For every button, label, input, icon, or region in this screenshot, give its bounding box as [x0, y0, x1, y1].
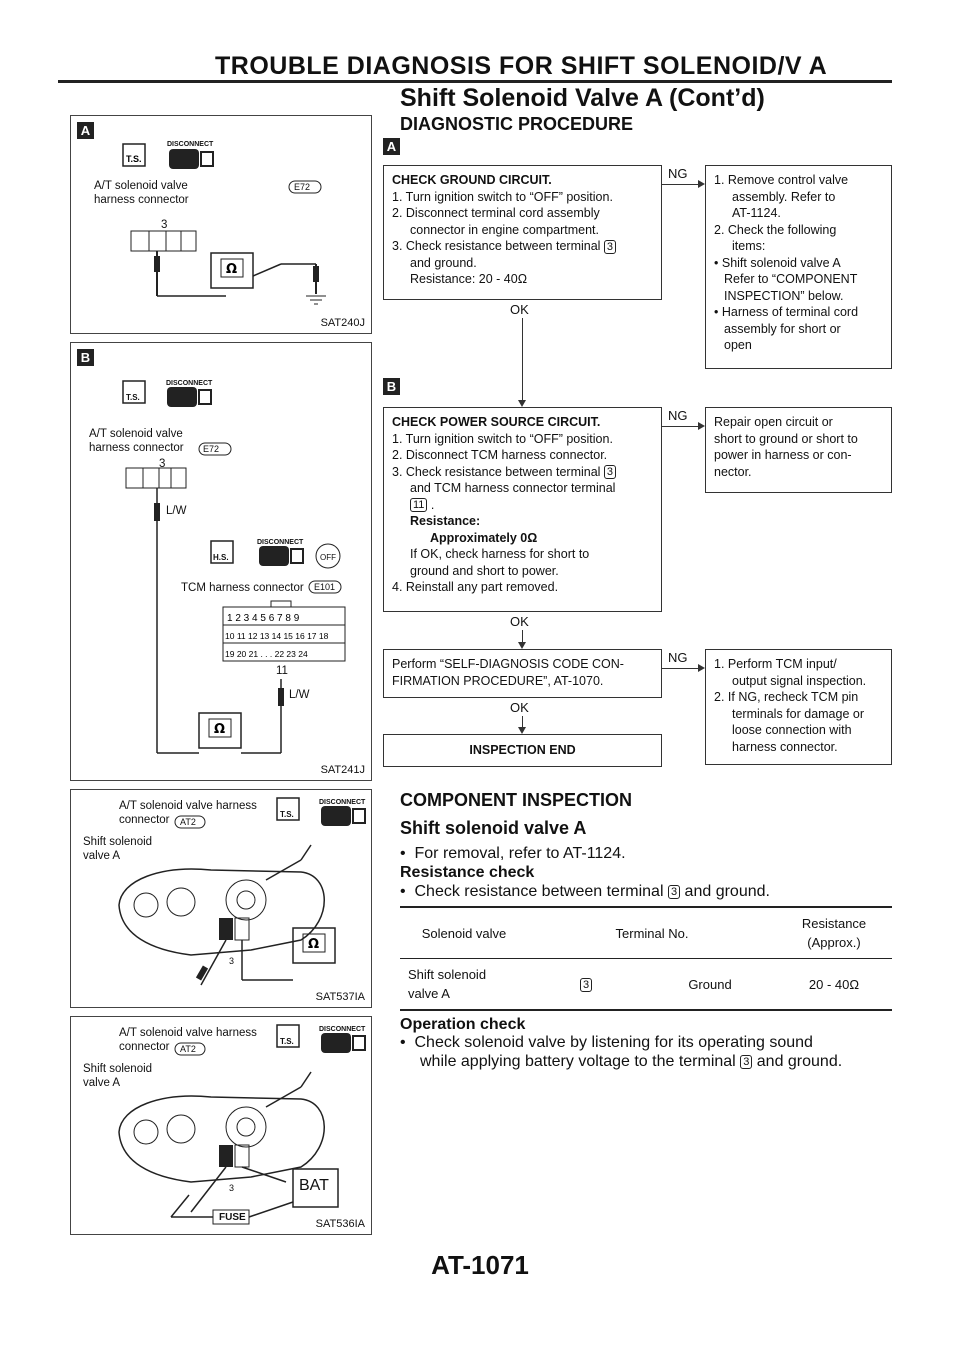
figure-c-label4: valve A — [83, 850, 121, 862]
table-header-resistance-a: Resistance — [801, 916, 867, 931]
figure-d-label4: valve A — [83, 1077, 121, 1089]
ng2-l3: power in harness or con- — [714, 448, 852, 462]
ok-label-1: OK — [510, 302, 529, 317]
diag-badge-b: B — [383, 378, 400, 395]
figure-b-hs: H.S. — [213, 553, 229, 562]
step-check-power-source-circuit — [383, 407, 662, 612]
ng1-l10: assembly for short or — [724, 321, 841, 336]
step2-title: CHECK POWER SOURCE CIRCUIT. — [392, 415, 601, 429]
figure-b-wire2: L/W — [289, 689, 310, 701]
ok-line-1 — [522, 318, 523, 400]
step1-line4: 3. Check resistance between terminal — [392, 239, 601, 253]
operation-check-line1-wrap: • Check solenoid valve by listening for its operating sound — [400, 1034, 813, 1051]
step3-l1: Perform “SELF-DIAGNOSIS CODE CON- — [392, 657, 624, 671]
ok-label-2: OK — [510, 614, 529, 629]
step-check-ground-circuit — [383, 165, 662, 300]
res-terminal: 3 — [668, 885, 680, 899]
step2-l7: If OK, check harness for short to — [410, 547, 590, 561]
svg-text:Ω: Ω — [308, 937, 320, 952]
step2-l1: 1. Turn ignition switch to “OFF” position. — [392, 431, 613, 446]
ng3-l2: output signal inspection. — [732, 673, 867, 688]
figure-c-diagram — [71, 790, 371, 1007]
page-header-subtitle: Shift Solenoid Valve A (Cont’d) — [400, 84, 765, 112]
step-inspection-end — [383, 734, 662, 767]
figure-a-pin: 3 — [161, 219, 168, 231]
ng-box-1 — [705, 165, 892, 369]
ok-line-2 — [522, 630, 523, 642]
svg-text:1 2 3 4 5 6 7 8 9: 1 2 3 4 5 6 7 8 9 — [227, 613, 300, 624]
diagnostic-procedure-title: DIAGNOSTIC PROCEDURE — [400, 114, 634, 134]
table-row-ground: Ground — [688, 976, 732, 992]
figure-d-label2: connector — [119, 1041, 170, 1053]
ng1-l5: items: — [732, 239, 766, 253]
step2-l5: Resistance: — [410, 514, 481, 528]
figure-b-tcm-connector: E101 — [314, 582, 336, 592]
ng1-l11: open — [724, 338, 752, 352]
resistance-check-text: • Check resistance between terminal 3 and ground. — [400, 883, 770, 900]
step1-line1: 1. Turn ignition switch to “OFF” position. — [392, 189, 613, 204]
figure-d-bat: BAT — [299, 1177, 329, 1194]
figure-b-off: OFF — [320, 553, 336, 562]
figure-b-ts: T.S. — [126, 393, 140, 402]
figure-c-code: SAT537IA — [315, 991, 365, 1003]
figure-d-code: SAT536IA — [315, 1218, 365, 1230]
header-rule — [58, 80, 892, 83]
figure-d-label1: A/T solenoid valve harness — [119, 1027, 257, 1039]
step1-line5: and ground. — [410, 255, 477, 270]
ng1-l3: AT-1124. — [732, 206, 781, 220]
op-line3: and ground. — [756, 1053, 843, 1070]
ng-label-3: NG — [668, 650, 688, 665]
svg-text:10 11 12 13 14 15 16 17 18: 10 11 12 13 14 15 16 17 18 — [225, 631, 329, 641]
step2-l9: 4. Reinstall any part removed. — [392, 580, 559, 594]
figure-c-connector: AT2 — [180, 817, 196, 827]
figure-b-pin: 3 — [159, 458, 166, 470]
ng-box-3 — [705, 649, 892, 765]
table-header-solenoid: Solenoid valve — [421, 925, 507, 941]
operation-check-line2-wrap — [420, 1053, 842, 1071]
table-r1b: valve A — [408, 986, 450, 1001]
figure-b-tcm-label: TCM harness connector — [181, 582, 304, 594]
figure-a-label2: harness connector — [94, 194, 189, 206]
page-header-title: TROUBLE DIAGNOSIS FOR SHIFT SOLENOID/V A — [215, 52, 828, 80]
ng1-l2: assembly. Refer to — [732, 189, 836, 204]
step1-line3: connector in engine compartment. — [410, 222, 599, 237]
step1-terminal: 3 — [604, 240, 616, 254]
figure-a-diagram — [71, 116, 371, 333]
ng-arrow-3 — [698, 664, 705, 672]
op-line2: while applying battery voltage to the terminal — [420, 1053, 736, 1070]
figure-c-pin: 3 — [229, 956, 235, 966]
figure-d-ts: T.S. — [280, 1037, 294, 1046]
table-header-resistance-b: (Approx.) — [807, 935, 861, 950]
step2-t11-wrap: 11 . — [392, 497, 653, 514]
ng3-l6: harness connector. — [732, 739, 838, 754]
ng1-l6-wrap: • Shift solenoid valve A — [714, 255, 841, 270]
ng2-l2: short to ground or short to — [714, 431, 858, 446]
step2-l6: Approximately 0Ω — [430, 530, 538, 545]
table-row-terminal: 3 — [580, 978, 592, 992]
figure-c-disconnect: DISCONNECT — [319, 799, 366, 806]
op-terminal: 3 — [740, 1055, 752, 1069]
step3-l2: FIRMATION PROCEDURE”, AT-1070. — [392, 673, 604, 688]
ng-line-3 — [662, 668, 698, 669]
figure-a — [70, 115, 372, 334]
ng1-l4: 2. Check the following — [714, 222, 837, 237]
step2-l3: 3. Check resistance between terminal — [392, 464, 601, 479]
svg-text:Ω: Ω — [214, 722, 226, 737]
diag-badge-a: A — [383, 138, 400, 155]
ng1-l9: Harness of terminal cord — [721, 305, 859, 319]
figure-b-connector: E72 — [203, 444, 220, 454]
table-row-resistance: 20 - 40Ω — [808, 976, 860, 992]
figure-c — [70, 789, 372, 1008]
svg-text:T.S.: T.S. — [126, 154, 142, 164]
figure-d — [70, 1016, 372, 1235]
figure-a-code: SAT240J — [320, 317, 365, 329]
figure-a-connector: E72 — [294, 182, 311, 192]
figure-b-disconnect: DISCONNECT — [166, 380, 213, 387]
step2-terminal-11: 11 — [410, 498, 427, 512]
ok-arrow-1 — [518, 400, 526, 407]
ng3-l4: terminals for damage or — [732, 706, 865, 721]
figure-b-label1: A/T solenoid valve — [89, 428, 183, 440]
figure-a-label1: A/T solenoid valve — [94, 180, 188, 192]
figure-d-diagram — [71, 1017, 371, 1234]
figure-c-label3: Shift solenoid — [83, 836, 153, 848]
ng-arrow-2 — [698, 422, 705, 430]
ng2-l1: Repair open circuit or — [714, 415, 833, 429]
ng1-l8: INSPECTION” below. — [724, 288, 844, 303]
table-header-terminal: Terminal No. — [615, 925, 689, 941]
step2-l3-wrap — [392, 464, 653, 481]
figure-b-wire1: L/W — [166, 505, 187, 517]
ng3-l5: loose connection with — [732, 723, 852, 737]
figure-c-ts: T.S. — [280, 810, 294, 819]
figure-b-disconnect2: DISCONNECT — [257, 539, 304, 546]
step1-line6: Resistance: 20 - 40Ω — [410, 272, 528, 286]
ng1-l9-wrap: • Harness of terminal cord — [714, 305, 859, 319]
badge-b: B — [77, 349, 94, 366]
figure-b-code: SAT241J — [320, 764, 365, 776]
page-number: AT-1071 — [431, 1250, 529, 1280]
table-header-resistance — [776, 907, 892, 959]
figure-d-fuse: FUSE — [219, 1212, 246, 1223]
figure-a-disconnect: DISCONNECT — [167, 141, 214, 148]
step-self-diagnosis — [383, 649, 662, 698]
res-text1: Check resistance between terminal — [414, 883, 664, 900]
table-r1a: Shift solenoid — [408, 967, 487, 982]
svg-text:Ω: Ω — [226, 262, 238, 277]
step2-l4: and TCM harness connector terminal — [410, 481, 616, 495]
removal-note: For removal, refer to AT-1124. — [414, 845, 626, 862]
figure-d-label3: Shift solenoid — [83, 1063, 153, 1075]
ng3-l3: 2. If NG, recheck TCM pin — [714, 690, 859, 704]
ng3-l1: 1. Perform TCM input/ — [714, 657, 837, 671]
ok-arrow-3 — [518, 727, 526, 734]
badge-a: A — [77, 122, 94, 139]
op-line1: Check solenoid valve by listening for its operating sound — [414, 1034, 813, 1051]
table-row-solenoid — [400, 959, 528, 1011]
figure-d-pin: 3 — [229, 1183, 235, 1193]
step2-l2: 2. Disconnect TCM harness connector. — [392, 448, 608, 462]
resistance-check-heading: Resistance check — [400, 864, 535, 881]
figure-c-label2: connector — [119, 814, 170, 826]
table-row-terminal-wrap — [528, 959, 644, 1011]
step1-title: CHECK GROUND CIRCUIT. — [392, 173, 552, 187]
resistance-table — [400, 906, 892, 1011]
ng-box-2 — [705, 407, 892, 493]
ng1-l1: 1. Remove control valve — [714, 173, 849, 187]
component-inspection-title: COMPONENT INSPECTION — [400, 790, 633, 810]
ng-line-2 — [662, 426, 698, 427]
figure-d-connector: AT2 — [180, 1044, 196, 1054]
operation-check-heading: Operation check — [400, 1016, 526, 1033]
ng-arrow-1 — [698, 180, 705, 188]
step2-terminal-3: 3 — [604, 465, 616, 479]
removal-note-wrap: • For removal, refer to AT-1124. — [400, 845, 626, 862]
ok-arrow-2 — [518, 642, 526, 649]
figure-b-label2: harness connector — [89, 442, 184, 454]
step2-l8: ground and short to power. — [410, 563, 559, 578]
figure-b-pin11: 11 — [276, 665, 288, 677]
ng-label-2: NG — [668, 408, 688, 423]
ng-label-1: NG — [668, 166, 688, 181]
svg-text:19 20 21 . . . 22 23 24: 19 20 21 . . . 22 23 24 — [225, 649, 308, 659]
step1-line2: 2. Disconnect terminal cord assembly — [392, 206, 600, 220]
ok-label-3: OK — [510, 700, 529, 715]
inspection-end-label: INSPECTION END — [469, 743, 576, 757]
step1-line4-wrap — [392, 238, 653, 255]
ng1-l6: Shift solenoid valve A — [721, 255, 841, 270]
component-subtitle: Shift solenoid valve A — [400, 818, 587, 838]
figure-b — [70, 342, 372, 781]
res-text2: and ground. — [684, 883, 770, 900]
figure-d-disconnect: DISCONNECT — [319, 1026, 366, 1033]
ng-line-1 — [662, 184, 698, 185]
ng1-l7: Refer to “COMPONENT — [724, 272, 858, 286]
figure-c-label1: A/T solenoid valve harness — [119, 800, 257, 812]
ng2-l4: nector. — [714, 464, 752, 479]
